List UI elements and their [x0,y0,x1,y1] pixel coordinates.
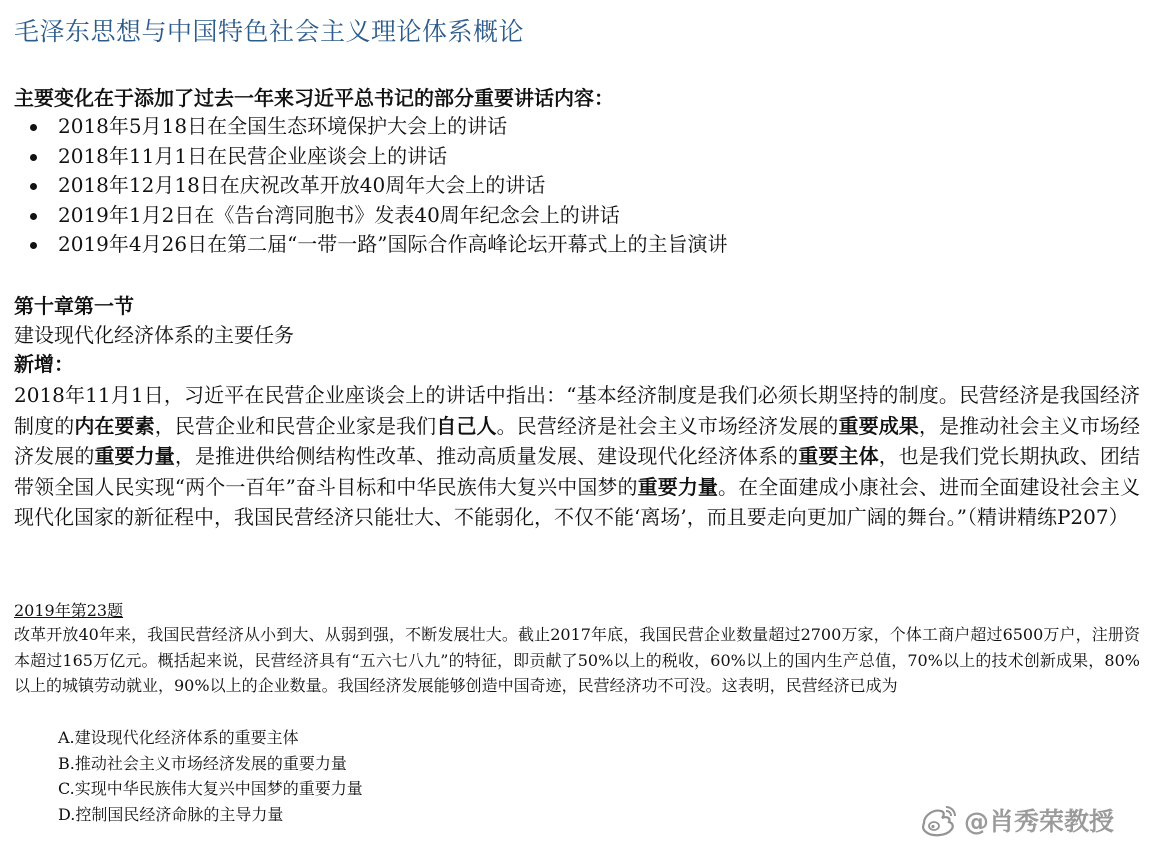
bold-phrase: 重要主体 [798,444,879,468]
list-item: 2018年11月1日在民营企业座谈会上的讲话 [24,142,728,172]
list-item: 2018年5月18日在全国生态环境保护大会上的讲话 [24,112,728,142]
bold-phrase: 内在要素 [74,413,155,438]
paragraph-text: 。民营经济是社会主义市场经济发展的 [496,413,839,438]
question-stem: 改革开放40年来，我国民营经济从小到大、从弱到强，不断发展壮大。截止2017年底，我国民营企业数量超过2700万家，个体工商户超过6500万户，注册资本超过165万亿元。概括起来说，民营经济具有“五六七八九”的特征，即贡献了50%以上的税收，60%以上的国内生产总值，70%以上的技术创新成果，80%以上的城镇劳动就业，90%以上的企业数量。我国经济发展能够创造中国奇迹，民营经济功不可没。这表明，民营经济已成为 [14,625,1140,695]
option-b: B.推动社会主义市场经济发展的重要力量 [58,753,347,773]
quote-paragraph [14,380,1140,533]
list-item: 2019年4月26日在第二届“一带一路”国际合作高峰论坛开幕式上的主旨演讲 [24,230,728,260]
option-d: D.控制国民经济命脉的主导力量 [58,804,284,824]
intro-heading: 主要变化在于添加了过去一年来习近平总书记的部分重要讲话内容： [14,86,614,110]
bold-phrase: 重要力量 [94,444,175,468]
paragraph-text: ，是推动社会主义市场经济发展的 [14,413,1141,468]
section-block [14,292,294,379]
bold-phrase: 重要成果 [838,413,919,438]
list-item: 2018年12月18日在庆祝改革开放40周年大会上的讲话 [24,171,728,201]
watermark [918,802,1114,838]
chapter-heading: 第十章第一节 [14,294,134,318]
speech-list [24,112,728,260]
list-item: 2019年1月2日在《告台湾同胞书》发表40周年纪念会上的讲话 [24,201,728,231]
weibo-logo-icon [918,803,958,837]
paragraph-text: ，民营企业和民营企业家是我们 [154,413,437,438]
section-subtitle: 建设现代化经济体系的主要任务 [14,323,294,347]
option-c: C.实现中华民族伟大复兴中国梦的重要力量 [58,779,363,798]
question-label: 2019年第23题 [14,601,124,620]
bold-phrase: 自己人 [436,413,497,438]
answer-options [58,725,363,827]
bold-phrase: 重要力量 [637,474,719,499]
paragraph-text: 2018年11月1日，习近平在民营企业座谈会上的讲话中指出：“基本经济制度是我们必须长期坚持的制度。民营经济是我国经济制度的 [14,383,1140,438]
page-title: 毛泽东思想与中国特色社会主义理论体系概论 [14,17,525,46]
paragraph-text: ，是推进供给侧结构性改革、推动高质量发展、建设现代化经济体系的 [174,444,799,468]
watermark-text: @肖秀荣教授 [964,807,1115,836]
new-label: 新增： [14,352,74,376]
paragraph-text: ，也是我们党长期执政、团结带领全国人民实现“两个一百年”奋斗目标和中华民族伟大复兴中国梦的 [14,444,1141,499]
option-a: A.建设现代化经济体系的重要主体 [58,728,299,747]
paragraph-text: 。在全面建成小康社会、进而全面建设社会主义现代化国家的新征程中，我国民营经济只能壮大、不能弱化，不仅不能‘离场’，而且要走向更加广阔的舞台。”（精讲精练P207） [14,474,1141,529]
